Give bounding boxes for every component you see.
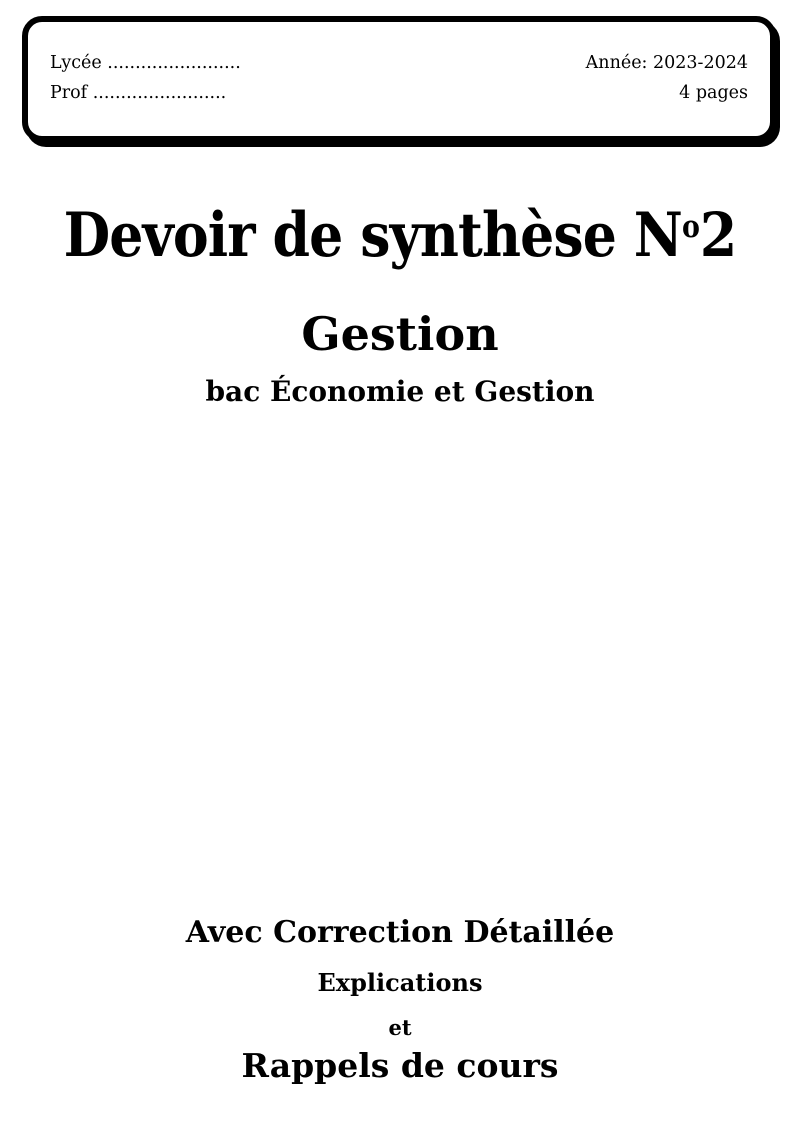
subject-title: Gestion: [301, 306, 499, 361]
explications-line: Explications: [317, 967, 483, 997]
page-count-label: 4 pages: [679, 83, 748, 103]
main-title-superscript: o: [681, 209, 700, 246]
main-title: [48, 200, 752, 272]
main-title-number: 2: [699, 200, 737, 271]
header-left-column: [50, 48, 241, 108]
school-year-label: Année: 2023-2024: [585, 53, 748, 73]
correction-note-line: Avec Correction Détaillée: [185, 915, 615, 951]
header-info-box: [22, 16, 776, 142]
et-line: et: [388, 1015, 412, 1041]
rappels-line: Rappels de cours: [241, 1046, 559, 1086]
exam-cover-page: [0, 16, 800, 1131]
prof-blank-line: Prof ........................: [50, 83, 227, 103]
footer-block: [0, 916, 800, 1084]
lycee-blank-line: Lycée ........................: [50, 53, 241, 73]
main-title-text: Devoir de synthèse N: [63, 200, 682, 271]
header-right-column: [586, 48, 748, 108]
title-block: [0, 200, 800, 408]
level-subtitle: bac Économie et Gestion: [205, 374, 595, 408]
